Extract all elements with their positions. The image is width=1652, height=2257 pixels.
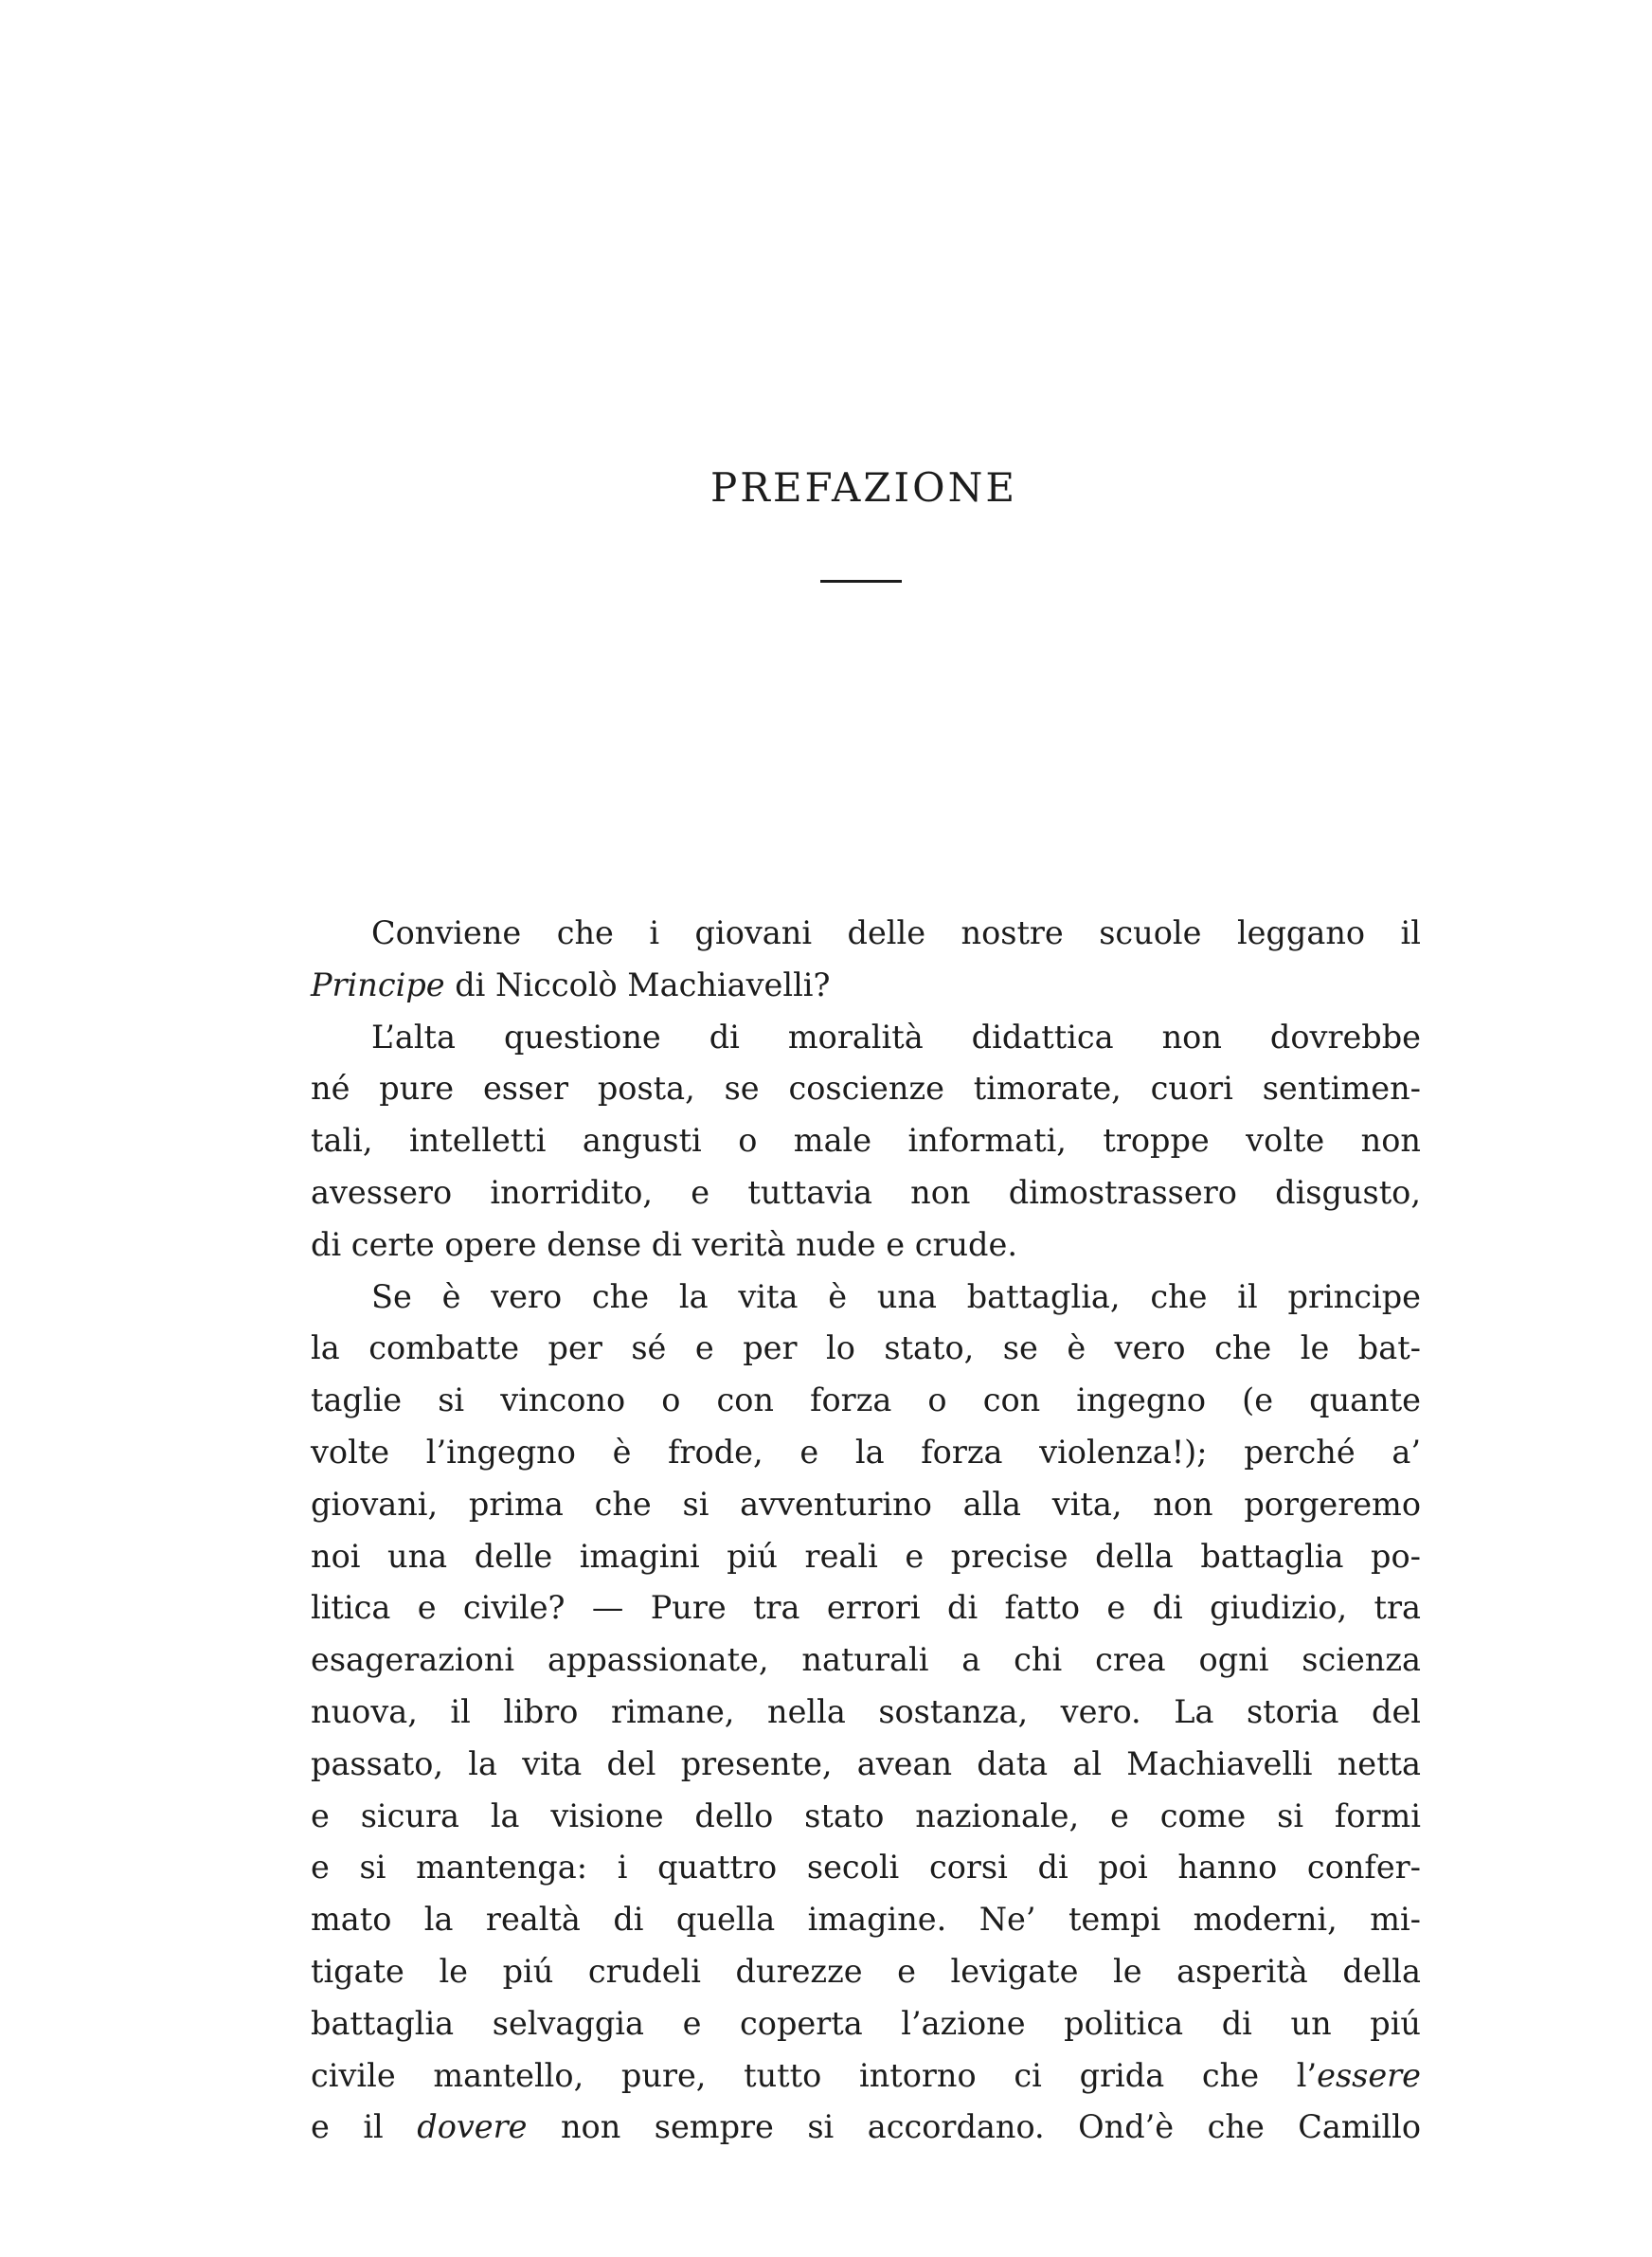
text-line: esagerazioni appassionate, naturali a chi crea ogni scienza [311,1641,1421,1679]
emphasis: Principe [311,966,445,1003]
text-line: mato la realtà di quella imagine. Ne’ tempi moderni, mi- [311,1901,1421,1939]
paragraph [311,908,1421,1012]
preface-body [311,908,1421,2154]
text-line: avessero inorridito, e tuttavia non dimostrassero disgusto, [311,1173,1421,1211]
text-line: civile mantello, pure, tutto intorno ci grida che l’essere [311,2056,1421,2094]
emphasis: dovere [417,2108,528,2146]
text-line: e il dovere non sempre si accordano. Ond’è che Camillo [311,2108,1421,2146]
text-line: e si mantenga: i quattro secoli corsi di poi hanno confer- [311,1849,1421,1887]
text-line: litica e civile? — Pure tra errori di fatto e di giudizio, tra [311,1589,1421,1627]
text-line: giovani, prima che si avventurino alla vita, non porgeremo [311,1485,1421,1523]
text-line: nuova, il libro rimane, nella sostanza, vero. La storia del [311,1692,1421,1730]
text-line: né pure esser posta, se coscienze timorate, cuori sentimen- [311,1070,1421,1108]
text-line: passato, la vita del presente, avean data al Machiavelli netta [311,1744,1421,1782]
text-line: battaglia selvaggia e coperta l’azione politica di un piú [311,2004,1421,2042]
text-line: L’alta questione di moralità didattica non dovrebbe [371,1018,1421,1056]
emphasis: essere [1317,2056,1421,2094]
text-line: tigate le piú crudeli durezze e levigate le asperità della [311,1952,1421,1990]
title-rule [820,580,902,583]
text-line: Principe di Niccolò Machiavelli? [311,966,831,1003]
text-line: Se è vero che la vita è una battaglia, che il principe [371,1277,1421,1315]
paragraph [311,1272,1421,2155]
text-line: e sicura la visione dello stato nazionale, e come si formi [311,1797,1421,1834]
text-line: volte l’ingegno è frode, e la forza violenza!); perché a’ [311,1433,1421,1471]
text-line: taglie si vincono o con forza o con ingegno (e quante [311,1381,1421,1419]
text-line: la combatte per sé e per lo stato, se è vero che le bat- [311,1329,1421,1367]
text-line: di certe opere dense di verità nude e crude. [311,1225,1017,1263]
text-line: Conviene che i giovani delle nostre scuole leggano il [371,914,1421,951]
page-title: PREFAZIONE [710,464,1017,511]
text-line: tali, intelletti angusti o male informati, troppe volte non [311,1122,1421,1160]
text-line: noi una delle imagini piú reali e precise della battaglia po- [311,1537,1421,1575]
paragraph [311,1012,1421,1272]
